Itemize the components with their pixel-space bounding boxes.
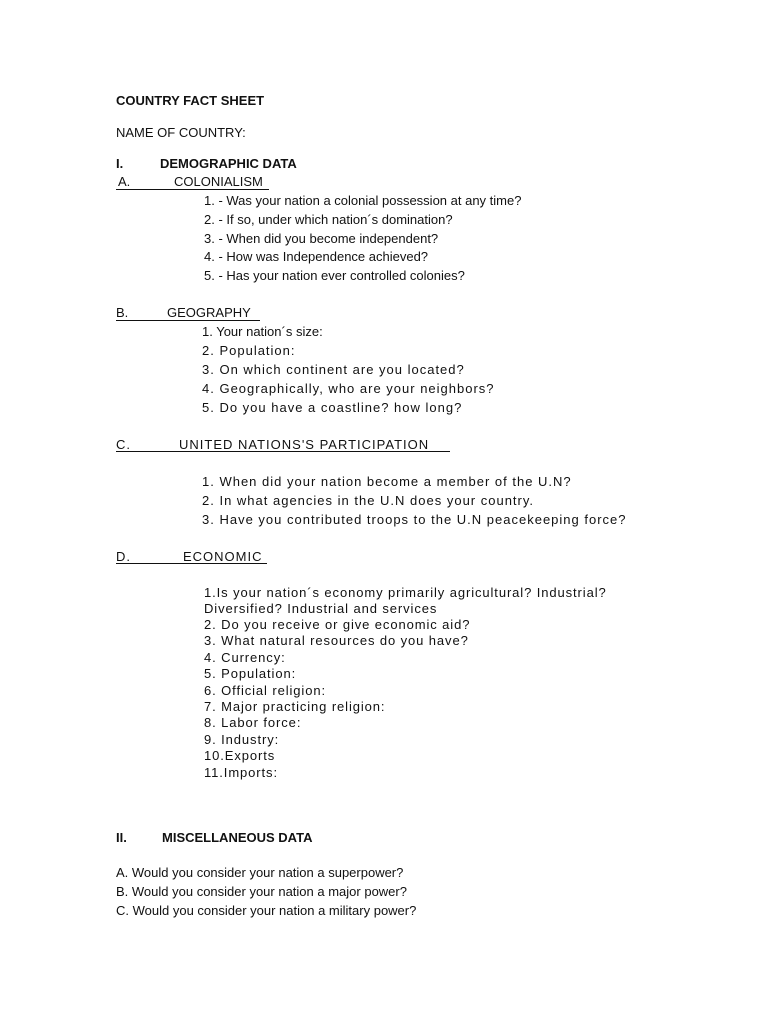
colonialism-item-4: 4. - How was Independence achieved?: [204, 249, 429, 264]
section-2-numeral: II.: [116, 830, 127, 845]
subsection-c-underline: [116, 451, 450, 452]
colonialism-item-2: 2. - If so, under which nation´s domination?: [204, 212, 453, 227]
economic-item-11: 11.Imports:: [204, 765, 278, 780]
section-1-heading: DEMOGRAPHIC DATA: [160, 156, 297, 171]
document-title: COUNTRY FACT SHEET: [116, 93, 265, 108]
colonialism-item-1: 1. - Was your nation a colonial possession at any time?: [204, 193, 522, 208]
section-2-heading: MISCELLANEOUS DATA: [162, 830, 313, 845]
subsection-a-underline: [116, 189, 269, 190]
un-item-1: 1. When did your nation become a member of the U.N?: [202, 474, 572, 489]
economic-item-8: 8. Labor force:: [204, 715, 302, 730]
economic-item-10: 10.Exports: [204, 748, 276, 763]
economic-item-5: 5. Population:: [204, 666, 297, 681]
subsection-c-heading: UNITED NATIONS'S PARTICIPATION: [179, 437, 430, 452]
geography-item-3: 3. On which continent are you located?: [202, 362, 465, 377]
economic-item-4: 4. Currency:: [204, 650, 286, 665]
misc-item-a: A. Would you consider your nation a superpower?: [116, 865, 404, 880]
economic-item-3: 3. What natural resources do you have?: [204, 633, 469, 648]
economic-item-9: 9. Industry:: [204, 732, 280, 747]
economic-item-1-continued: Diversified? Industrial and services: [204, 601, 438, 616]
misc-item-c: C. Would you consider your nation a military power?: [116, 903, 417, 918]
subsection-d-letter: D.: [116, 549, 131, 564]
colonialism-item-3: 3. - When did you become independent?: [204, 231, 439, 246]
economic-item-7: 7. Major practicing religion:: [204, 699, 386, 714]
misc-item-b: B. Would you consider your nation a major power?: [116, 884, 407, 899]
un-item-2: 2. In what agencies in the U.N does your country.: [202, 493, 535, 508]
un-item-3: 3. Have you contributed troops to the U.N peacekeeping force?: [202, 512, 627, 527]
subsection-d-underline: [116, 563, 267, 564]
subsection-a-letter: A.: [118, 174, 131, 189]
section-1-numeral: I.: [116, 156, 124, 171]
subsection-d-heading: ECONOMIC: [183, 549, 263, 564]
subsection-b-underline: [116, 320, 260, 321]
subsection-b-heading: GEOGRAPHY: [167, 305, 251, 320]
economic-item-6: 6. Official religion:: [204, 683, 326, 698]
geography-item-1: 1. Your nation´s size:: [202, 324, 323, 339]
economic-item-1: 1.Is your nation´s economy primarily agricultural? Industrial?: [204, 585, 607, 600]
economic-item-2: 2. Do you receive or give economic aid?: [204, 617, 471, 632]
subsection-a-heading: COLONIALISM: [174, 174, 263, 189]
subsection-b-letter: B.: [116, 305, 129, 320]
country-name-label: NAME OF COUNTRY:: [116, 125, 246, 140]
geography-item-5: 5. Do you have a coastline? how long?: [202, 400, 463, 415]
geography-item-4: 4. Geographically, who are your neighbors?: [202, 381, 495, 396]
geography-item-2: 2. Population:: [202, 343, 296, 358]
colonialism-item-5: 5. - Has your nation ever controlled colonies?: [204, 268, 465, 283]
subsection-c-letter: C.: [116, 437, 131, 452]
